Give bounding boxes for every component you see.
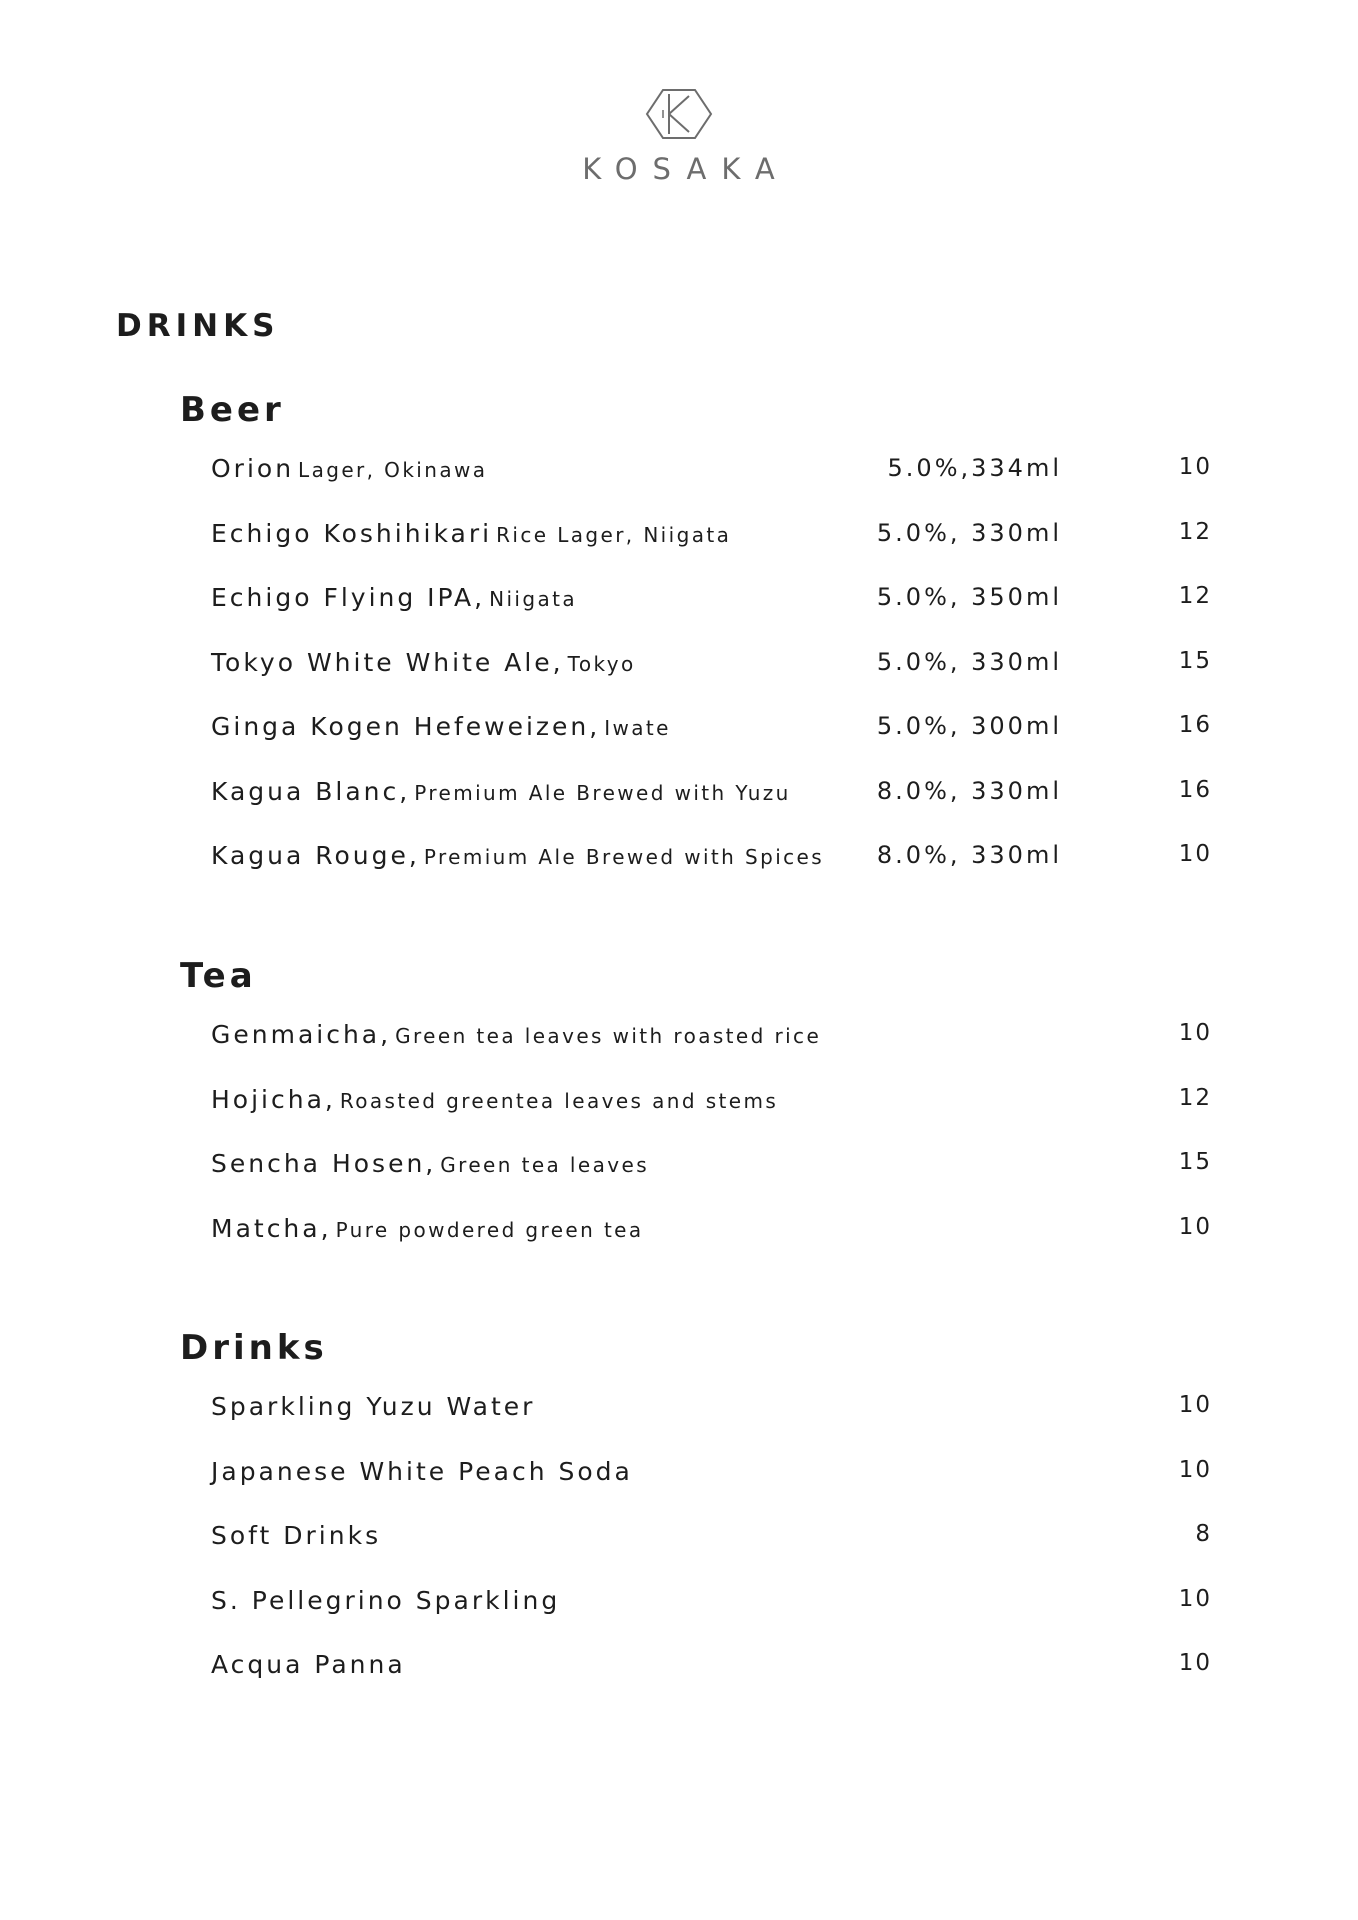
item-desc: Iwate bbox=[604, 716, 671, 740]
menu-item bbox=[0, 1149, 1358, 1214]
menu-item bbox=[0, 1586, 1358, 1651]
menu-item bbox=[0, 841, 1358, 906]
hexagon-k-logo-icon bbox=[645, 88, 713, 140]
item-price: 10 bbox=[1178, 1392, 1212, 1418]
item-price: 16 bbox=[1178, 776, 1212, 803]
item-desc: Premium Ale Brewed with Yuzu bbox=[414, 780, 791, 805]
menu-item bbox=[0, 583, 1358, 648]
item-spec: 5.0%, 330ml bbox=[876, 647, 1062, 676]
item-name: Kagua Blanc, Premium Ale Brewed with Yuzu bbox=[211, 776, 791, 806]
menu-item bbox=[0, 1214, 1358, 1279]
menu-item bbox=[0, 648, 1358, 713]
item-name: Genmaicha, Green tea leaves with roasted rice bbox=[211, 1020, 822, 1049]
item-desc: Roasted greentea leaves and stems bbox=[339, 1088, 779, 1113]
item-price: 10 bbox=[1178, 1020, 1212, 1046]
item-price: 10 bbox=[1178, 1585, 1212, 1612]
item-name: Ginga Kogen Hefeweizen, Iwate bbox=[211, 712, 671, 741]
menu-item bbox=[0, 454, 1358, 519]
item-desc: Pure powdered green tea bbox=[335, 1217, 644, 1242]
menu-item bbox=[0, 1650, 1358, 1715]
item-name: Acqua Panna bbox=[211, 1650, 406, 1679]
item-price: 10 bbox=[1178, 841, 1212, 867]
menu-item bbox=[0, 1457, 1358, 1522]
item-desc: Lager, Okinawa bbox=[298, 458, 488, 482]
item-price: 15 bbox=[1178, 1149, 1212, 1175]
item-spec: 5.0%, 330ml bbox=[876, 518, 1062, 547]
item-desc: Green tea leaves with roasted rice bbox=[395, 1024, 822, 1048]
item-desc: Rice Lager, Niigata bbox=[496, 522, 732, 547]
menu-item bbox=[0, 777, 1358, 842]
item-price: 15 bbox=[1178, 647, 1212, 674]
menu-item bbox=[0, 1085, 1358, 1150]
item-spec: 5.0%, 300ml bbox=[876, 712, 1062, 740]
item-name: Hojicha, Roasted greentea leaves and stems bbox=[211, 1084, 779, 1114]
item-spec: 8.0%, 330ml bbox=[876, 841, 1062, 869]
menu-item bbox=[0, 1521, 1358, 1586]
item-spec: 5.0%,334ml bbox=[887, 454, 1062, 482]
brand-logo bbox=[0, 88, 1358, 186]
item-list bbox=[0, 1392, 1358, 1715]
item-name: Tokyo White White Ale, Tokyo bbox=[211, 647, 636, 677]
item-name: Sparkling Yuzu Water bbox=[211, 1392, 536, 1421]
brand-name: KOSAKA bbox=[582, 152, 790, 186]
item-name: Sencha Hosen, Green tea leaves bbox=[211, 1149, 650, 1178]
item-name: Echigo Koshihikari Rice Lager, Niigata bbox=[211, 518, 732, 548]
section-heading: Drinks bbox=[180, 1328, 328, 1368]
menu-item bbox=[0, 712, 1358, 777]
item-desc: Premium Ale Brewed with Spices bbox=[423, 845, 825, 869]
item-price: 8 bbox=[1195, 1521, 1212, 1547]
item-list bbox=[0, 1020, 1358, 1278]
item-name: Orion Lager, Okinawa bbox=[211, 454, 488, 483]
item-name: Echigo Flying IPA, Niigata bbox=[211, 583, 578, 612]
item-spec: 8.0%, 330ml bbox=[876, 776, 1062, 805]
menu-title: DRINKS bbox=[116, 308, 280, 344]
item-name: Kagua Rouge, Premium Ale Brewed with Spices bbox=[211, 841, 825, 870]
item-name: S. Pellegrino Sparkling bbox=[211, 1585, 561, 1615]
item-name: Matcha, Pure powdered green tea bbox=[211, 1213, 644, 1243]
item-name: Japanese White Peach Soda bbox=[211, 1456, 633, 1486]
menu-item bbox=[0, 519, 1358, 584]
section-heading: Tea bbox=[180, 956, 257, 996]
item-desc: Niigata bbox=[489, 587, 578, 611]
item-desc: Green tea leaves bbox=[440, 1153, 650, 1177]
item-name: Soft Drinks bbox=[211, 1521, 382, 1550]
item-price: 10 bbox=[1178, 454, 1212, 480]
menu-item bbox=[0, 1392, 1358, 1457]
item-price: 12 bbox=[1178, 518, 1212, 545]
item-spec: 5.0%, 350ml bbox=[876, 583, 1062, 611]
item-price: 10 bbox=[1178, 1650, 1212, 1676]
section-heading: Beer bbox=[180, 390, 285, 430]
item-price: 16 bbox=[1178, 712, 1212, 738]
item-price: 12 bbox=[1178, 1084, 1212, 1111]
item-desc: Tokyo bbox=[567, 651, 636, 676]
item-price: 10 bbox=[1178, 1213, 1212, 1240]
menu-item bbox=[0, 1020, 1358, 1085]
item-list bbox=[0, 454, 1358, 906]
item-price: 10 bbox=[1178, 1456, 1212, 1483]
item-price: 12 bbox=[1178, 583, 1212, 609]
